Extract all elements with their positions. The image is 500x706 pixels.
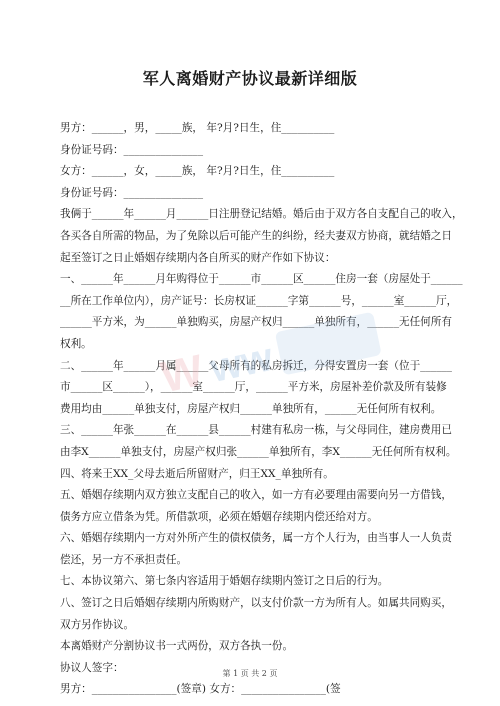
clause-1-line-1: 一、______年______月年购得位于______市______区______住房一套（房屋处于______ — [60, 273, 463, 286]
clause-3-line-2: 由李X______单独支付，房屋产权归张______单独所有，李X______无任何所有权利。 — [60, 445, 457, 458]
intro-line-1: 我俩于______年______月______日注册登记结婚。婚后由于双方各自支配自己的收入， — [60, 208, 463, 221]
clause-8-line-2: 双方另作协议。 — [60, 618, 135, 631]
clause-6-line-1: 六、婚姻存续期内一方对外所产生的债权债务，属一方个人行为，由当事人一人负责 — [60, 532, 452, 545]
male-id-line: 身份证号码：_______________ — [60, 143, 204, 156]
clause-7-line-1: 七、本协议第六、第七条内容适用于婚姻存续期内签订之日后的行为。 — [60, 575, 389, 588]
signature-line: 男方：________________(签章) 女方：________________(签 — [60, 683, 341, 696]
clause-4-line-1: 四、将来王XX_父母去逝后所留财产，归王XX_单独所有。 — [60, 467, 334, 480]
clause-2-line-2: 市______区______），______室______厅，______平方米，房屋补差价款及所有装修 — [60, 381, 447, 394]
clause-1-line-3: ______平方米，为______单独购买，房屋产权归______单独所有，______无任何所有 — [60, 316, 452, 329]
clause-1-line-2: __所在工作单位内），房产证号：长房权证______字第______号，______室______厅， — [60, 294, 458, 307]
page-title: 军人离婚财产协议最新详细版 — [142, 69, 358, 88]
clause-5-line-1: 五、婚姻存续期内双方独立支配自己的收入，如一方有必要理由需要向另一方借钱， — [60, 489, 452, 502]
female-info-line: 女方：______，女，_____族， 年?月?日生，住__________ — [60, 165, 335, 178]
signature-heading: 协议人签字： — [60, 661, 124, 674]
page-footer: 第 1 页 共 2 页 — [222, 669, 278, 678]
clause-3-line-1: 三、______年张______在______县______村建有私房一栋，与父母同住，建房费用已 — [60, 424, 452, 437]
clause-8-line-1: 八、签订之日后婚姻存续期内所购财产，以支付价款一方为所有人。如属共同购买， — [60, 597, 452, 610]
female-id-line: 身份证号码：_______________ — [60, 186, 204, 199]
svg-text:W: W — [156, 345, 208, 403]
clause-2-line-3: 费用均由______单独支付，房屋产权归______单独所有，______无任何所有权利。 — [60, 402, 442, 415]
clause-1-line-4: 权利。 — [60, 337, 92, 350]
clause-5-line-2: 债务方应立借条为凭。所借款项，必须在婚姻存续期内偿还给对方。 — [60, 510, 378, 523]
intro-line-3: 起至签订之日止婚姻存续期内各自所买的财产作如下协议： — [60, 251, 336, 264]
clause-2-line-1: 二、______年______月属______父母所有的私房拆迁，分得安置房一套（位于______ — [60, 359, 452, 372]
document-body — [60, 118, 463, 701]
copies-line: 本离婚财产分割协议书一式两份，双方各执一份。 — [60, 640, 294, 653]
intro-line-2: 各买各自所需的物品，为了免除以后可能产生的纠纷，经夫妻双方协商，就结婚之日 — [60, 229, 452, 242]
male-info-line: 男方：______，男，_____族， 年?月?日生，住__________ — [60, 122, 335, 134]
clause-6-line-2: 偿还，另一方不承担责任。 — [60, 553, 188, 566]
svg-text:ww: ww — [206, 335, 277, 392]
